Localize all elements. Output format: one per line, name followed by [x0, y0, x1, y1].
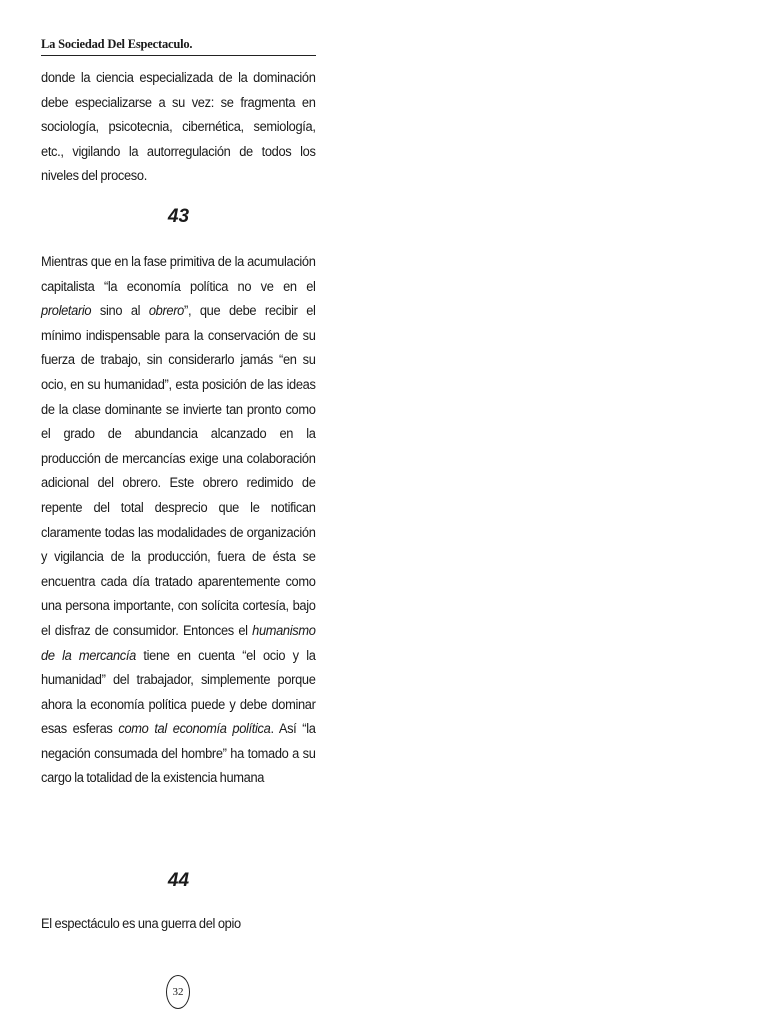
page-number: 32 [166, 975, 190, 1009]
italic-run: obrero [148, 303, 184, 319]
section-number-43: 43 [167, 206, 190, 227]
paragraph-continuation: donde la ciencia especializada de la dominación debe especializarse a su vez: se fragmenta en sociología, psicotecnia, cibernética, semiología, etc., vigilando la autorregulación de todos los niveles del proceso. [41, 70, 316, 184]
italic-run: como tal economía política [118, 721, 271, 737]
text-run: ”, que debe recibir el mínimo indispensable para la conservación de su fuerza de trabajo, sin considerarlo jamás “en su ocio, en su humanidad”, esta posición de las ideas de la clase dominante se invierte tan pronto como el grado de abundancia alcanzado en la producción de mercancías exige una colaboración adicional del obrero. Este obrero redimido de repente del total desprecio que le notifican claramente todas las modalidades de organización y vigilancia de la producción, fuera de ésta se encuentra cada día tratado aparentemente como una persona importante, con solícita cortesía, bajo el disfraz de consumidor. Entonces el [41, 303, 316, 638]
section-44-paragraph: El espectáculo es una guerra del opio [41, 916, 241, 931]
text-run: Mientras que en la fase primitiva de la acumulación capitalista “la economía política no ve en el [41, 254, 316, 294]
text-run: sino al [91, 303, 149, 319]
running-head: La Sociedad Del Espectaculo. [41, 37, 316, 56]
text-run: tiene en cuenta “el ocio y la humanidad” del trabajador, simplemente porque ahora la economía política puede y debe dominar esas esferas [41, 647, 316, 737]
italic-run: proletario [41, 303, 92, 319]
section-43-paragraph [41, 250, 316, 791]
section-number-44: 44 [167, 870, 190, 891]
text-run: . Así “la negación consumada del hombre” ha tomado a su cargo la totalidad de la existencia humana [41, 721, 316, 786]
italic-run: humanismo de la mercancía [41, 622, 316, 663]
